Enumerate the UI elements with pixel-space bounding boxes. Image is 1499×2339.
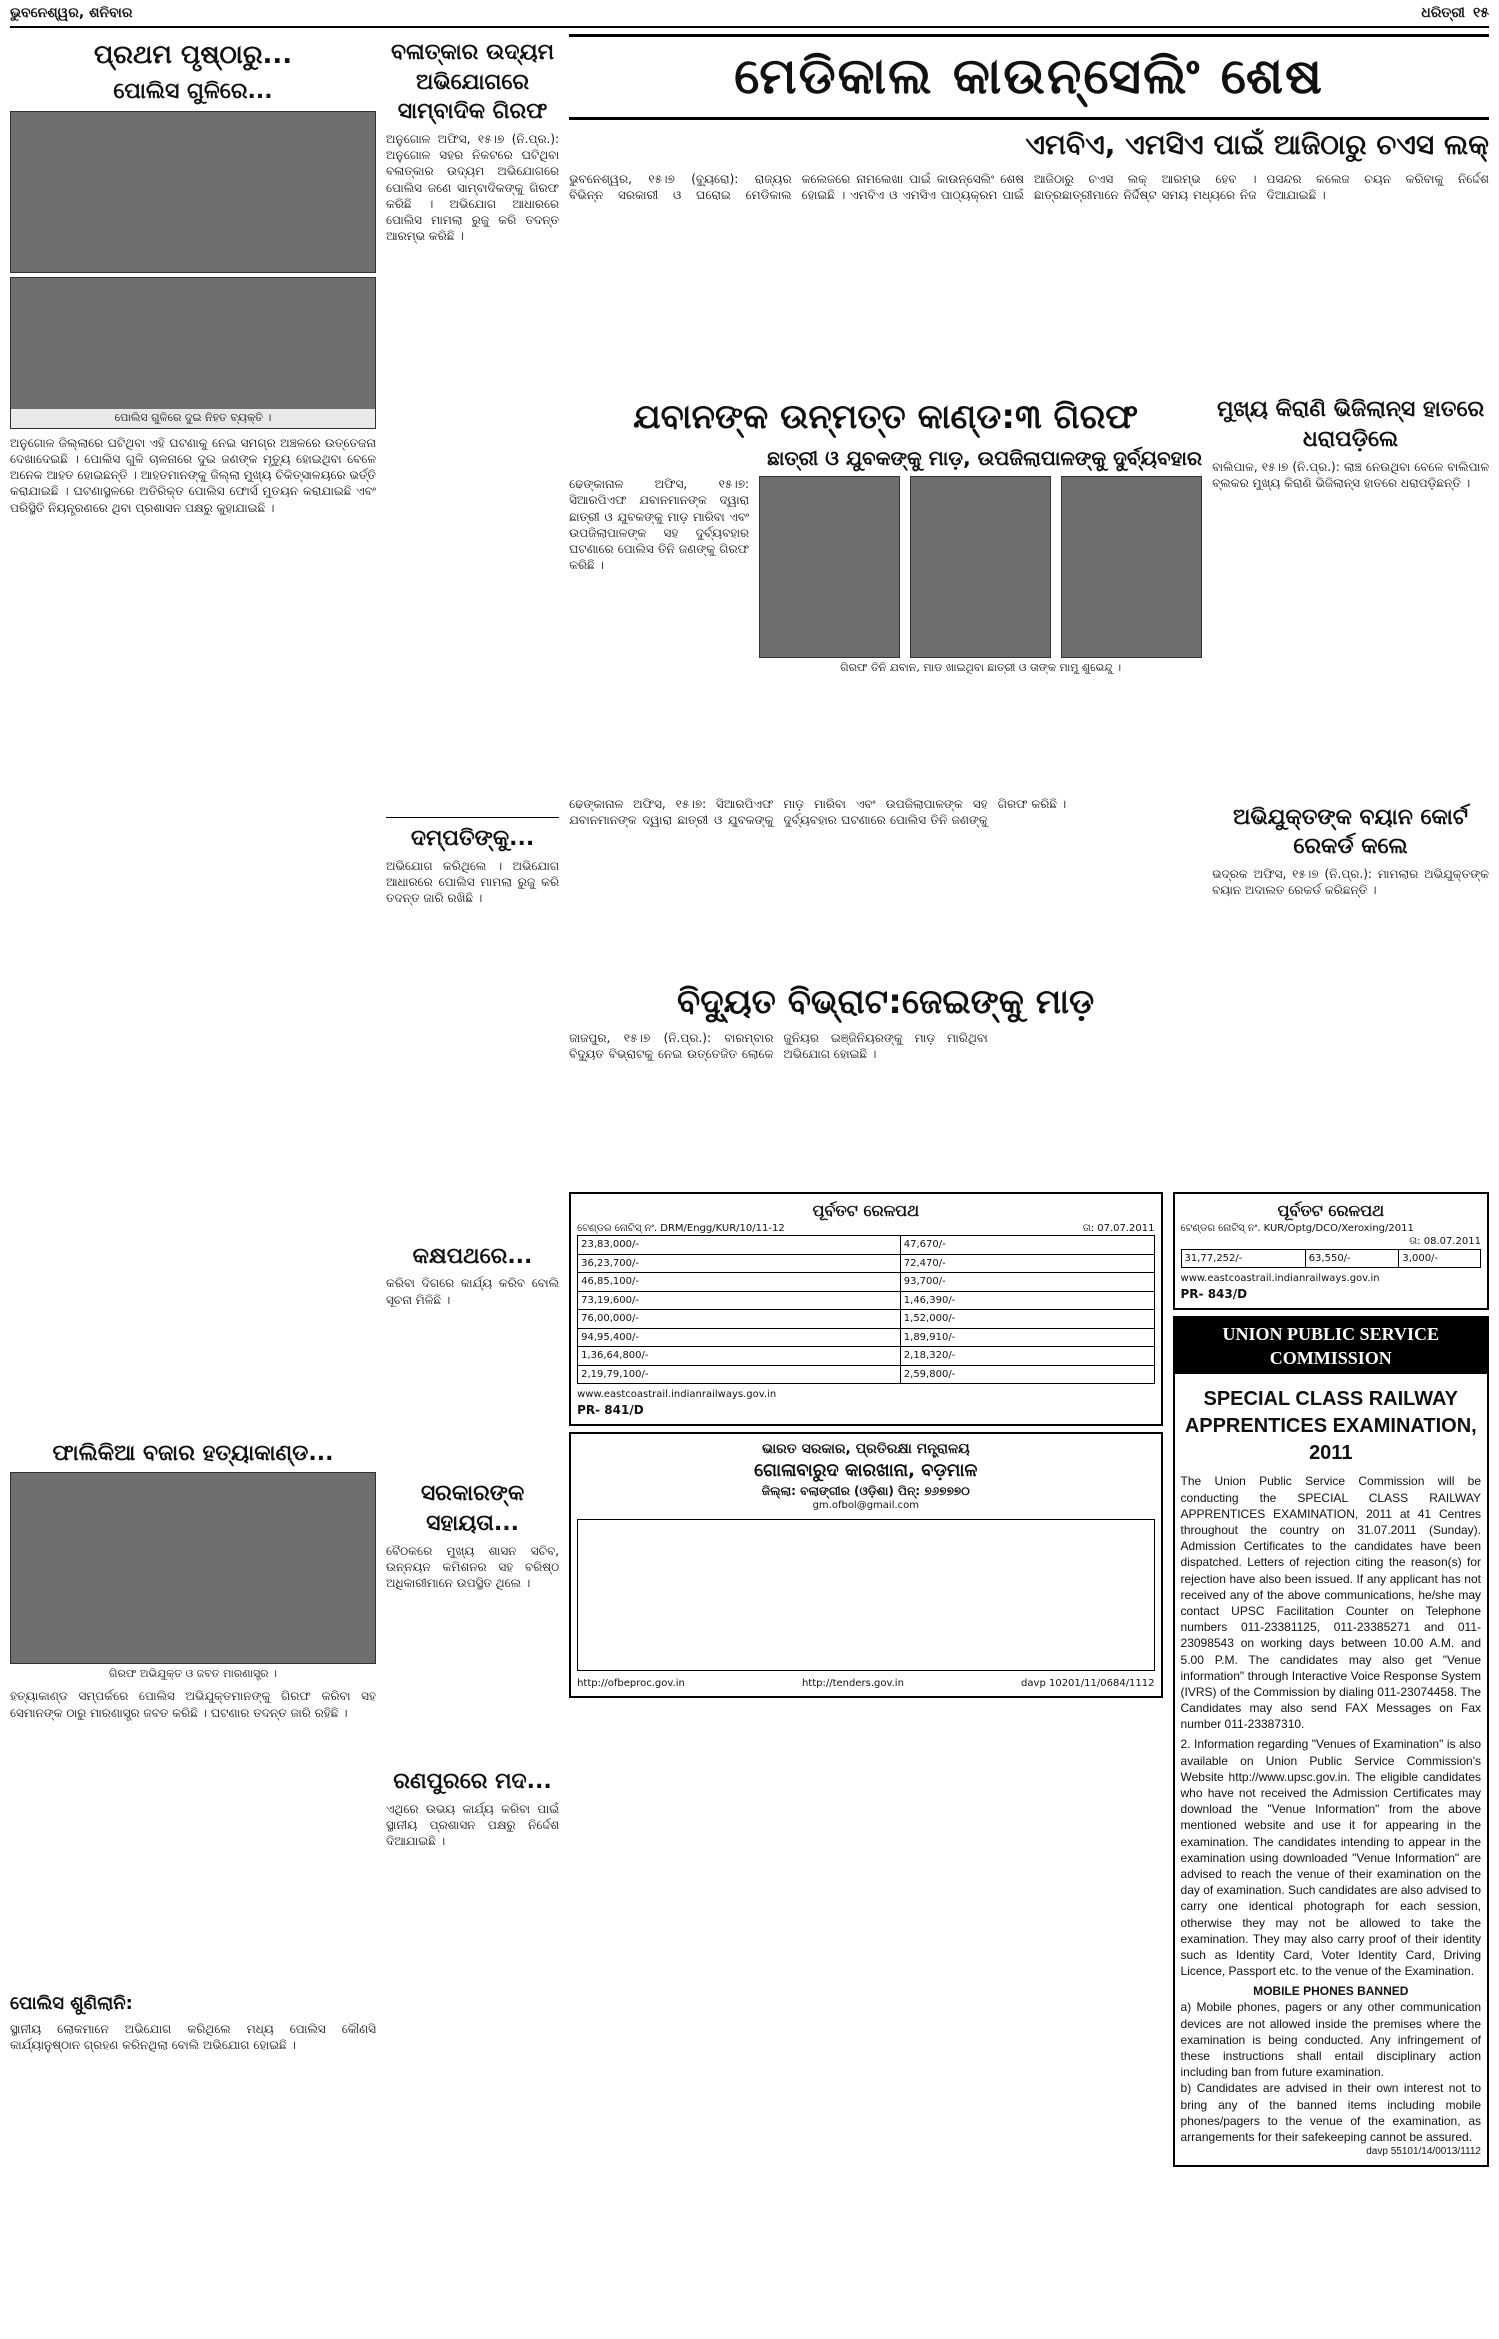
story-police-ignored-head: ପୋଲିସ ଶୁଣିଲାନି: xyxy=(10,1993,133,2015)
ordnance-line3: ଜିଲ୍ଲା: ବଲାଙ୍ଗୀର (ଓଡ଼ିଶା) ପିନ୍‌: ୭୬୭୭୭୦ xyxy=(761,1484,970,1499)
story-power-body: ଜାଜପୁର, ୧୫।୭ (ନି.ପ୍ର.): ବାରମ୍ବାର ବିଦ୍ୟୁତ ବିଭ୍ରାଟକୁ ନେଇ ଉତ୍ତେଜିତ ଲୋକେ ଜୁନିୟର ଇଞ୍ଜିନିୟରଙ୍କୁ ମାଡ଼ ମାରିଥିବା ଅଭିଯୋଗ ହୋଇଛି । xyxy=(569,1031,988,1062)
photo-caption: ପୋଲିସ ଗୁଳିରେ ଦୁଇ ନିହତ ବ୍ୟକ୍ତି । xyxy=(11,409,375,428)
story-ranpur-head: ରଣପୁରରେ ମଦ... xyxy=(393,1768,552,1794)
story-falikia-body: ହତ୍ୟାକାଣ୍ଡ ସମ୍ପର୍କରେ ପୋଲିସ ଅଭିଯୁକ୍ତମାନଙ୍କୁ ଗିରଫ କରିବା ସହ ସେମାନଙ୍କ ଠାରୁ ମାରଣାସ୍ତ୍ର ଜବତ କରିଛି । ଘଟଣାର ତଦନ୍ତ ଜାରି ରହିଛି । xyxy=(10,1689,376,1720)
dateline: ଭୁବନେଶ୍ୱର, ଶନିବାର xyxy=(10,4,133,21)
story-yabana-head: ଯବାନଙ୍କ ଉନ୍ମତ୍ତ କାଣ୍ଡ:୩ ଗିରଫ xyxy=(633,397,1139,438)
yabana-photos xyxy=(759,476,1202,796)
banner-subhead: ଏମବିଏ, ଏମସିଏ ପାଇଁ ଆଜିଠାରୁ ଚଏସ ଲକ୍‌ xyxy=(1025,127,1489,161)
column-middle xyxy=(386,34,559,2334)
rail-ad-1-date: ତା: 07.07.2011 xyxy=(1082,1222,1155,1234)
rail-ad-1-amount: 36,23,700/- xyxy=(578,1254,901,1273)
rail-ad-1-fee: 72,470/- xyxy=(900,1254,1154,1273)
story-couple-head: ଦମ୍ପତିଙ୍କୁ... xyxy=(410,826,535,852)
rail-ad-2-fee: 63,550/- xyxy=(1305,1249,1399,1268)
rail-ad-2-website[interactable]: www.eastcoastrail.indianrailways.gov.in xyxy=(1180,1273,1380,1285)
ordnance-footer xyxy=(577,1677,1154,1691)
rail-ad-1-row xyxy=(578,1236,1154,1255)
ads-left xyxy=(569,1186,1162,2173)
story-journalist-head: ବଳାତ୍କାର ଉଦ୍ୟମ ଅଭିଯୋଗରେ ସାମ୍ବାଦିକ ଗିରଫ xyxy=(391,40,555,125)
story-yabana-caption: ଗିରଫ ତିନି ଯବାନ, ମାଡ ଖାଇଥିବା ଛାତ୍ରୀ ଓ ତାଙ୍କ ମାମୁ ଶୁଭେନ୍ଦୁ । xyxy=(840,661,1122,675)
story-govt-help-head: ସରକାରଙ୍କ ସହାୟତା... xyxy=(420,1481,525,1537)
masthead-right xyxy=(1421,4,1489,23)
ordnance-email[interactable]: gm.ofbol@gmail.com xyxy=(812,1500,920,1512)
upsc-content xyxy=(1175,1374,1487,2164)
column-right xyxy=(569,34,1489,2334)
rail-ad-1-amount: 76,00,000/- xyxy=(578,1310,901,1329)
rail-ad-1-amount: 23,83,000/- xyxy=(578,1236,901,1255)
story-falikia-head: ଫାଲିକିଆ ବଜାର ହତ୍ୟାକାଣ୍ଡ... xyxy=(52,1440,334,1466)
ordnance-web1[interactable]: http://ofbeproc.gov.in xyxy=(577,1677,685,1689)
rail-ad-1-row xyxy=(578,1254,1154,1273)
rail-ad-1-fee: 1,89,910/- xyxy=(900,1328,1154,1347)
brand-name: ଧରିତ୍ରୀ xyxy=(1421,4,1465,21)
yabana-inner xyxy=(569,476,1202,796)
rail-ad-1-amount: 2,19,79,100/- xyxy=(578,1365,901,1384)
section-yabana-vigilance xyxy=(569,391,1489,1180)
rail-ad-1-row xyxy=(578,1291,1154,1310)
rail-ad-1-fee: 1,46,390/- xyxy=(900,1291,1154,1310)
story-orbit-head: କକ୍ଷପଥରେ... xyxy=(412,1243,533,1269)
rail-ad-1-amount: 73,19,600/- xyxy=(578,1291,901,1310)
story-orbit-body: କରିବା ଦିଗରେ କାର୍ଯ୍ୟ କରିବ ବୋଲି ସୂଚନା ମିଳିଛି । xyxy=(385,1276,560,1307)
rail-ad-1-table xyxy=(577,1235,1154,1384)
rail-ad-1-row xyxy=(578,1273,1154,1292)
upsc-para-2: 2. Information regarding "Venues of Examination" is also available on Union Public Service Commission's Website http://www.upsc.gov.in. The eligible candidates who have not received the Admission Certificates may download the "Venue Information" from the above mentioned website and use it for appearing in the examination. The candidates intending to appear in the examination using downloaded "Venue Information" are advised to reach the venue of their examination on the day of examination. Such candidates are also advised to carry one identical photograph for each session, otherwise they may not be allowed to take the examination. They may also carry proof of their identity such as Identity Card, Voter Identity Card, Driving Licence, Passport etc. to the venue of the Examination. xyxy=(1180,1737,1481,1979)
story-falikia-caption: ଗିରଫ ଅଭିଯୁକ୍ତ ଓ ଜବତ ମାରଣାସ୍ତ୍ର । xyxy=(109,1667,277,1681)
story-police-firing-head: ପୋଲିସ ଗୁଳିରେ... xyxy=(113,79,273,105)
story-vigilance-body: ବାଲିପାଳ, ୧୫।୭ (ନି.ପ୍ର.): ଲାଞ୍ଚ ନେଉଥିବା ବେଳେ ବାଲିପାଳ ବ୍ଲକର ମୁଖ୍ୟ କିରାଣି ଭିଜିଲାନ୍ସ ହାତରେ ଧରାପଡ଼ିଛନ୍ତି । xyxy=(1212,459,1489,490)
upsc-para-1: The Union Public Service Commission will be conducting the SPECIAL CLASS RAILWAY APPRENTICES EXAMINATION, 2011 at 41 Centres throughout the country on 31.07.2011 (Sunday). Admission Certificates to the candidates have been dispatched. Letters of rejection citing the reason(s) for rejection have also been issued. If any applicant has not received any of the above communications, he/she may contact UPSC Facilitation Counter on Telephone numbers 011-23381125, 011-23385271 and 011-23098543 on working days between 10.00 A.M. and 5.00 P.M. The candidates may also get "Venue information" through Interactive Voice Response System (IVRS) of the Commission by dialing 011-23074458. The Candidates may also send FAX Messages on Fax number 011-23387310. xyxy=(1180,1474,1481,1732)
story-yabana-sub: ଛାତ୍ରୀ ଓ ଯୁବକଙ୍କୁ ମାଡ଼, ଉପଜିଲାପାଳଙ୍କୁ ଦୁର୍ବ୍ୟବହାର xyxy=(767,446,1203,471)
ordnance-web2[interactable]: http://tenders.gov.in xyxy=(801,1677,904,1689)
banner-body: ଭୁବନେଶ୍ୱର, ୧୫।୭ (ବ୍ୟୁରୋ): ରାଜ୍ୟର ବିଭିନ୍ନ ସରକାରୀ ଓ ଘରୋଇ ମେଡିକାଲ କଲେଜରେ ନାମଲେଖା ପାଇଁ କାଉନ୍‌ସେଲିଂ ଶେଷ ହୋଇଛି । ଏମବିଏ ଓ ଏମସିଏ ପାଠ୍ୟକ୍ରମ ପାଇଁ ଆଜିଠାରୁ ଚଏସ ଲକ୍‌ ଆରମ୍ଭ ହେବ । ଛାତ୍ରଛାତ୍ରୀମାନେ ନିର୍ଦ୍ଦିଷ୍ଟ ସମୟ ମଧ୍ୟରେ ନିଜ ପସନ୍ଦର କଲେଜ ଚୟନ କରିବାକୁ ନିର୍ଦ୍ଦେଶ ଦିଆଯାଇଛି । xyxy=(569,172,1489,203)
story-govt-help-body: ବୈଠକରେ ମୁଖ୍ୟ ଶାସନ ସଚିବ, ଉନ୍ନୟନ କମିଶନର ସହ ବରିଷ୍ଠ ଅଧିକାରୀମାନେ ଉପସ୍ଥିତ ଥିଲେ । xyxy=(385,1543,560,1591)
page-number: ୧୫ xyxy=(1472,4,1489,21)
rail-ad-2-title: ପୂର୍ବତଟ ରେଳପଥ xyxy=(1277,1201,1385,1221)
page-grid xyxy=(10,34,1489,2334)
rail-ad-2 xyxy=(1173,1192,1489,1310)
rail-ad-1-notice: ଟେଣ୍ଡର ନୋଟିସ୍‌ ନଂ. DRM/Engg/KUR/10/11-12 xyxy=(577,1222,785,1234)
upsc-ad xyxy=(1173,1316,1489,2167)
rail-ad-1-code: PR- 841/D xyxy=(577,1402,644,1417)
yabana-photo-row xyxy=(759,476,1202,658)
story-yabana-body: ଢେଙ୍କାନାଳ ଅଫିସ, ୧୫।୭: ସିଆରପିଏଫ ଯବାନମାନଙ୍କ ଦ୍ୱାରା ଛାତ୍ରୀ ଓ ଯୁବକଙ୍କୁ ମାଡ଼ ମାରିବା ଏବଂ ଉପଜିଲାପାଳଙ୍କ ସହ ଦୁର୍ବ୍ୟବହାର ଘଟଣାରେ ପୋଲିସ ତିନି ଜଣଙ୍କୁ ଗିରଫ କରିଛି । xyxy=(569,477,750,573)
banner-headline: ମେଡିକାଲ କାଉନ୍‌ସେଲିଂ ଶେଷ xyxy=(569,34,1489,120)
rail-ad-1-amount: 1,36,64,800/- xyxy=(578,1347,901,1366)
story-vigilance-head: ମୁଖ୍ୟ କିରାଣି ଭିଜିଲାନ୍ସ ହାତରେ ଧରାପଡ଼ିଲେ xyxy=(1216,397,1485,452)
rail-ad-2-code: PR- 843/D xyxy=(1180,1286,1248,1301)
ordnance-table xyxy=(577,1519,1154,1671)
rail-ad-2-cost: 3,000/- xyxy=(1399,1249,1481,1268)
rail-ad-2-amount: 31,77,252/- xyxy=(1181,1249,1305,1268)
rail-ad-1-title: ପୂର୍ବତଟ ରେଳପଥ xyxy=(812,1201,920,1221)
upsc-code: davp 55101/14/0013/1112 xyxy=(1366,2146,1481,2158)
story-couple-body: ଅଭିଯୋଗ କରିଥିଲେ । ଅଭିଯୋଗ ଆଧାରରେ ପୋଲିସ ମାମଲା ରୁଜୁ କରି ତଦନ୍ତ ଜାରି ରଖିଛି । xyxy=(385,858,560,906)
divider xyxy=(386,817,559,818)
story-power-head: ବିଦ୍ୟୁତ ବିଭ୍ରାଟ:ଜେଇଙ୍କୁ ମାଡ଼ xyxy=(677,982,1095,1023)
ordnance-code: davp 10201/11/0684/1112 xyxy=(1021,1677,1155,1689)
rail-ad-1-row xyxy=(578,1310,1154,1329)
rail-ad-1-row xyxy=(578,1347,1154,1366)
ordnance-line2: ଗୋଳାବାରୁଦ କାରଖାନା, ବଡ଼ମାଳ xyxy=(754,1459,978,1481)
story-yabana xyxy=(569,391,1202,1180)
photo-injured-2 xyxy=(10,277,376,429)
upsc-title: SPECIAL CLASS RAILWAY APPRENTICES EXAMINATION, 2011 xyxy=(1184,1388,1477,1465)
photo-injured-1 xyxy=(10,111,376,273)
rail-ad-1-fee: 1,52,000/- xyxy=(900,1310,1154,1329)
photo-accused-left xyxy=(759,476,900,658)
story-court-body: ଭଦ୍ରକ ଅଫିସ, ୧୫।୭ (ନି.ପ୍ର.): ମାମଲାର ଅଭିଯୁକ୍ତଙ୍କ ବୟାନ ଅଦାଲତ ରେକର୍ଡ କରିଛନ୍ତି । xyxy=(1212,867,1489,898)
rail-ad-2-date: ତା: 08.07.2011 xyxy=(1409,1236,1481,1248)
story-ranpur-body: ଏଥିରେ ଉଭୟ କାର୍ଯ୍ୟ କରିବା ପାଇଁ ସ୍ଥାନୀୟ ପ୍ରଶାସନ ପକ୍ଷରୁ ନିର୍ଦ୍ଦେଶ ଦିଆଯାଇଛି । xyxy=(385,1801,560,1848)
masthead xyxy=(10,0,1489,28)
side-stories xyxy=(1212,391,1489,1180)
story-yabana-cont: ଢେଙ୍କାନାଳ ଅଫିସ, ୧୫।୭: ସିଆରପିଏଫ ଯବାନମାନଙ୍କ ଦ୍ୱାରା ଛାତ୍ରୀ ଓ ଯୁବକଙ୍କୁ ମାଡ଼ ମାରିବା ଏବଂ ଉପଜିଲାପାଳଙ୍କ ସହ ଦୁର୍ବ୍ୟବହାର ଘଟଣାରେ ପୋଲିସ ତିନି ଜଣଙ୍କୁ ଗିରଫ କରିଛି । xyxy=(569,797,1067,828)
rail-ad-1-fee: 93,700/- xyxy=(900,1273,1154,1292)
rail-ad-1-row xyxy=(578,1365,1154,1384)
story-court-head: ଅଭିଯୁକ୍ତଙ୍କ ବୟାନ କୋର୍ଟ ରେକର୍ଡ କଲେ xyxy=(1233,804,1469,860)
rail-ad-1-fee: 47,670/- xyxy=(900,1236,1154,1255)
rail-ad-1 xyxy=(569,1192,1162,1426)
photo-accused-right xyxy=(910,476,1051,658)
upsc-banned-head: MOBILE PHONES BANNED xyxy=(1253,1984,1409,1999)
ads-section xyxy=(569,1186,1489,2173)
photo-victim xyxy=(1061,476,1202,658)
story-police-firing-body: ଅନୁଗୋଳ ଜିଲ୍ଲାରେ ଘଟିଥିବା ଏହି ଘଟଣାକୁ ନେଇ ସମଗ୍ର ଅଞ୍ଚଳରେ ଉତ୍ତେଜନା ଦେଖାଦେଇଛି । ପୋଲିସ ଗୁଳି ଚାଳନାରେ ଦୁଇ ଜଣଙ୍କ ମୃତ୍ୟୁ ହୋଇଥିବା ବେଳେ ଅନେକ ଆହତ ହୋଇଛନ୍ତି । ଆହତମାନଙ୍କୁ ଜିଲ୍ଲା ମୁଖ୍ୟ ଚିକିତ୍ସାଳୟରେ ଭର୍ତ୍ତି କରାଯାଇଛି । ଘଟଣାସ୍ଥଳରେ ଅତିରିକ୍ତ ପୋଲିସ ଫୋର୍ସ ମୁତୟନ କରାଯାଇଛି ଏବଂ ପରିସ୍ଥିତି ନିୟନ୍ତ୍ରଣରେ ଥିବା ପ୍ରଶାସନ ପକ୍ଷରୁ କୁହାଯାଇଛି । xyxy=(10,435,376,515)
ordnance-line1: ଭାରତ ସରକାର, ପ୍ରତିରକ୍ଷା ମନ୍ତ୍ରାଳୟ xyxy=(761,1440,970,1457)
photo-accused xyxy=(10,1472,376,1664)
rail-ad-1-row xyxy=(578,1328,1154,1347)
story-police-ignored-body: ସ୍ଥାନୀୟ ଲୋକମାନେ ଅଭିଯୋଗ କରିଥିଲେ ମଧ୍ୟ ପୋଲିସ କୌଣସି କାର୍ଯ୍ୟାନୁଷ୍ଠାନ ଗ୍ରହଣ କରିନଥିଲା ବୋଲି ଅଭିଯୋଗ ହୋଇଛି । xyxy=(10,2021,376,2052)
front-page-ref: ପ୍ରଥମ ପୃଷ୍ଠାରୁ... xyxy=(93,40,293,70)
rail-ad-2-table xyxy=(1181,1249,1481,1269)
ads-right xyxy=(1173,1186,1489,2173)
column-left xyxy=(10,34,376,2334)
rail-ad-2-row xyxy=(1181,1249,1480,1268)
rail-ad-1-fee: 2,59,800/- xyxy=(900,1365,1154,1384)
upsc-item-b: b) Candidates are advised in their own interest not to bring any of the banned items including mobile phones/pagers to the venue of the examination, as arrangements for their safekeeping cannot be assured. xyxy=(1180,2081,1481,2144)
story-journalist-body: ଅନୁଗୋଳ ଅଫିସ, ୧୫।୭ (ନି.ପ୍ର.): ଅନୁଗୋଳ ସହର ନିକଟରେ ଘଟିଥିବା ବଳାତ୍କାର ଉଦ୍ୟମ ଅଭିଯୋଗରେ ପୋଲିସ ଜଣେ ସାମ୍ବାଦିକଙ୍କୁ ଗିରଫ କରିଛି । ଅଭିଯୋଗ ଆଧାରରେ ପୋଲିସ ମାମଲା ରୁଜୁ କରି ତଦନ୍ତ ଆରମ୍ଭ କରିଛି । xyxy=(385,132,560,244)
rail-ad-1-amount: 94,95,400/- xyxy=(578,1328,901,1347)
ordnance-ad xyxy=(569,1432,1162,1698)
rail-ad-1-fee: 2,18,320/- xyxy=(900,1347,1154,1366)
upsc-org: UNION PUBLIC SERVICE COMMISSION xyxy=(1175,1318,1487,1375)
rail-ad-1-meta xyxy=(577,1222,1154,1236)
rail-ad-2-notice: ଟେଣ୍ଡର ନୋଟିସ୍‌ ନଂ. KUR/Optg/DCO/Xeroxing/2011 xyxy=(1180,1222,1414,1234)
rail-ad-1-amount: 46,85,100/- xyxy=(578,1273,901,1292)
upsc-item-a: a) Mobile phones, pagers or any other communication devices are not allowed inside the premises where the examination is being conducted. Any infringement of these instructions shall entail disciplinary action including ban from future examination. xyxy=(1180,2000,1481,2080)
rail-ad-1-website[interactable]: www.eastcoastrail.indianrailways.gov.in xyxy=(577,1389,777,1401)
